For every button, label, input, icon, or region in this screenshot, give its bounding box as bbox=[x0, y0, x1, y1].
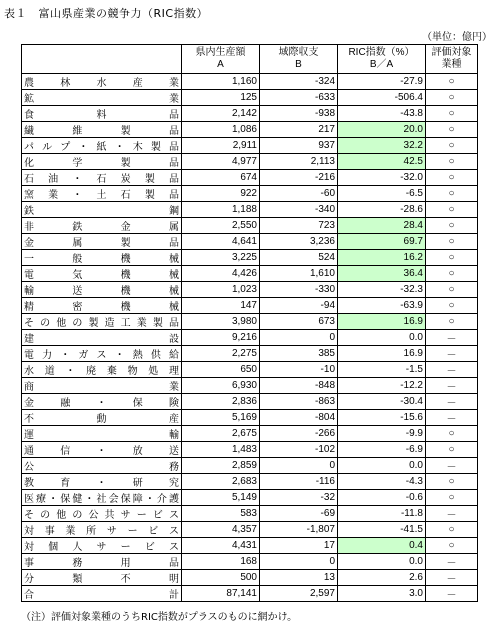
ric-value: -9.9 bbox=[338, 426, 426, 442]
eval-mark: ○ bbox=[426, 186, 478, 202]
balance-value: -69 bbox=[260, 506, 338, 522]
industry-name: 化学製品 bbox=[22, 154, 182, 170]
industry-name: 建設 bbox=[22, 330, 182, 346]
eval-mark: ○ bbox=[426, 234, 478, 250]
eval-mark: ○ bbox=[426, 474, 478, 490]
eval-mark: ○ bbox=[426, 266, 478, 282]
table-row bbox=[22, 314, 478, 330]
production-value: 1,160 bbox=[182, 74, 260, 90]
balance-value: -804 bbox=[260, 410, 338, 426]
production-value: 168 bbox=[182, 554, 260, 570]
production-value: 4,426 bbox=[182, 266, 260, 282]
balance-value: -10 bbox=[260, 362, 338, 378]
ric-value: 36.4 bbox=[338, 266, 426, 282]
eval-mark: － bbox=[426, 378, 478, 394]
table-row bbox=[22, 394, 478, 410]
industry-name: 教育・研究 bbox=[22, 474, 182, 490]
eval-mark: ○ bbox=[426, 170, 478, 186]
industry-name: 鉱業 bbox=[22, 90, 182, 106]
production-value: 500 bbox=[182, 570, 260, 586]
eval-mark: － bbox=[426, 570, 478, 586]
balance-value: -116 bbox=[260, 474, 338, 490]
production-value: 4,641 bbox=[182, 234, 260, 250]
ric-value: -4.3 bbox=[338, 474, 426, 490]
eval-mark: ○ bbox=[426, 106, 478, 122]
balance-value: -216 bbox=[260, 170, 338, 186]
industry-name: 鉄鋼 bbox=[22, 202, 182, 218]
table-row bbox=[22, 538, 478, 554]
balance-value: 13 bbox=[260, 570, 338, 586]
balance-value: 0 bbox=[260, 554, 338, 570]
production-value: 2,859 bbox=[182, 458, 260, 474]
production-value: 3,225 bbox=[182, 250, 260, 266]
balance-value: -324 bbox=[260, 74, 338, 90]
production-value: 2,275 bbox=[182, 346, 260, 362]
ric-value: 16.9 bbox=[338, 346, 426, 362]
balance-value: 1,610 bbox=[260, 266, 338, 282]
ric-value: 42.5 bbox=[338, 154, 426, 170]
eval-mark: － bbox=[426, 554, 478, 570]
eval-mark: － bbox=[426, 394, 478, 410]
header-eval: 評価対象 業種 bbox=[426, 45, 478, 74]
eval-mark: ○ bbox=[426, 426, 478, 442]
table-row bbox=[22, 362, 478, 378]
industry-name: 金融・保険 bbox=[22, 394, 182, 410]
ric-value: -41.5 bbox=[338, 522, 426, 538]
table-row bbox=[22, 170, 478, 186]
production-value: 1,023 bbox=[182, 282, 260, 298]
table-row bbox=[22, 442, 478, 458]
eval-mark: － bbox=[426, 586, 478, 602]
eval-mark: ○ bbox=[426, 282, 478, 298]
table-row bbox=[22, 586, 478, 602]
industry-name: 合計 bbox=[22, 586, 182, 602]
table-row bbox=[22, 426, 478, 442]
industry-name: 繊維製品 bbox=[22, 122, 182, 138]
production-value: 6,930 bbox=[182, 378, 260, 394]
production-value: 2,683 bbox=[182, 474, 260, 490]
production-value: 3,980 bbox=[182, 314, 260, 330]
table-row bbox=[22, 74, 478, 90]
balance-value: 3,236 bbox=[260, 234, 338, 250]
balance-value: 0 bbox=[260, 458, 338, 474]
balance-value: -32 bbox=[260, 490, 338, 506]
balance-value: 2,597 bbox=[260, 586, 338, 602]
eval-mark: ○ bbox=[426, 90, 478, 106]
ric-value: -11.8 bbox=[338, 506, 426, 522]
table-row bbox=[22, 570, 478, 586]
ric-value: -43.8 bbox=[338, 106, 426, 122]
balance-value: -60 bbox=[260, 186, 338, 202]
table-row bbox=[22, 250, 478, 266]
balance-value: 385 bbox=[260, 346, 338, 362]
balance-value: -863 bbox=[260, 394, 338, 410]
ric-value: -6.9 bbox=[338, 442, 426, 458]
eval-mark: － bbox=[426, 362, 478, 378]
production-value: 9,216 bbox=[182, 330, 260, 346]
production-value: 1,086 bbox=[182, 122, 260, 138]
balance-value: -94 bbox=[260, 298, 338, 314]
production-value: 5,169 bbox=[182, 410, 260, 426]
table-row bbox=[22, 282, 478, 298]
table-row bbox=[22, 106, 478, 122]
industry-name: 医療・保健・社会保障・介護 bbox=[22, 490, 182, 506]
eval-mark: － bbox=[426, 330, 478, 346]
eval-mark: ○ bbox=[426, 442, 478, 458]
header-row bbox=[22, 45, 478, 74]
balance-value: -340 bbox=[260, 202, 338, 218]
balance-value: -102 bbox=[260, 442, 338, 458]
table-row bbox=[22, 522, 478, 538]
ric-value: -12.2 bbox=[338, 378, 426, 394]
ric-value: -15.6 bbox=[338, 410, 426, 426]
ric-value: -28.6 bbox=[338, 202, 426, 218]
industry-name: 石油・石炭製品 bbox=[22, 170, 182, 186]
eval-mark: － bbox=[426, 506, 478, 522]
balance-value: -938 bbox=[260, 106, 338, 122]
ric-value: 32.2 bbox=[338, 138, 426, 154]
ric-value: 69.7 bbox=[338, 234, 426, 250]
balance-value: -633 bbox=[260, 90, 338, 106]
ric-value: 0.0 bbox=[338, 554, 426, 570]
eval-mark: ○ bbox=[426, 138, 478, 154]
table-row bbox=[22, 474, 478, 490]
industry-name: 電力・ガス・熱供給 bbox=[22, 346, 182, 362]
ric-value: 0.4 bbox=[338, 538, 426, 554]
ric-table bbox=[21, 44, 478, 602]
header-industry bbox=[22, 45, 182, 74]
industry-name: 商業 bbox=[22, 378, 182, 394]
table-row bbox=[22, 90, 478, 106]
industry-name: 対事業所サービス bbox=[22, 522, 182, 538]
balance-value: -1,807 bbox=[260, 522, 338, 538]
eval-mark: ○ bbox=[426, 522, 478, 538]
ric-value: -27.9 bbox=[338, 74, 426, 90]
table-row bbox=[22, 266, 478, 282]
industry-name: 不動産 bbox=[22, 410, 182, 426]
table-row bbox=[22, 410, 478, 426]
table-row bbox=[22, 234, 478, 250]
production-value: 87,141 bbox=[182, 586, 260, 602]
eval-mark: ○ bbox=[426, 154, 478, 170]
balance-value: -330 bbox=[260, 282, 338, 298]
ric-value: -32.0 bbox=[338, 170, 426, 186]
industry-name: 水道・廃棄物処理 bbox=[22, 362, 182, 378]
production-value: 1,188 bbox=[182, 202, 260, 218]
table-row bbox=[22, 458, 478, 474]
balance-value: 673 bbox=[260, 314, 338, 330]
eval-mark: ○ bbox=[426, 250, 478, 266]
production-value: 5,149 bbox=[182, 490, 260, 506]
balance-value: 937 bbox=[260, 138, 338, 154]
eval-mark: ○ bbox=[426, 202, 478, 218]
ric-value: 2.6 bbox=[338, 570, 426, 586]
production-value: 147 bbox=[182, 298, 260, 314]
table-row bbox=[22, 330, 478, 346]
industry-name: 一般機械 bbox=[22, 250, 182, 266]
industry-name: パルプ・紙・木製品 bbox=[22, 138, 182, 154]
ric-value: 0.0 bbox=[338, 458, 426, 474]
industry-name: 分類不明 bbox=[22, 570, 182, 586]
industry-name: その他の製造工業製品 bbox=[22, 314, 182, 330]
table-row bbox=[22, 378, 478, 394]
eval-mark: ○ bbox=[426, 538, 478, 554]
industry-name: 運輸 bbox=[22, 426, 182, 442]
industry-name: 公務 bbox=[22, 458, 182, 474]
ric-value: 16.2 bbox=[338, 250, 426, 266]
production-value: 2,675 bbox=[182, 426, 260, 442]
industry-name: 精密機械 bbox=[22, 298, 182, 314]
table-row bbox=[22, 554, 478, 570]
production-value: 583 bbox=[182, 506, 260, 522]
industry-name: 事務用品 bbox=[22, 554, 182, 570]
production-value: 4,977 bbox=[182, 154, 260, 170]
ric-value: -506.4 bbox=[338, 90, 426, 106]
production-value: 922 bbox=[182, 186, 260, 202]
balance-value: 0 bbox=[260, 330, 338, 346]
production-value: 2,550 bbox=[182, 218, 260, 234]
ric-value: 3.0 bbox=[338, 586, 426, 602]
industry-name: 電気機械 bbox=[22, 266, 182, 282]
table-row bbox=[22, 202, 478, 218]
production-value: 674 bbox=[182, 170, 260, 186]
table-row bbox=[22, 186, 478, 202]
production-value: 4,357 bbox=[182, 522, 260, 538]
production-value: 1,483 bbox=[182, 442, 260, 458]
eval-mark: － bbox=[426, 410, 478, 426]
industry-name: 食料品 bbox=[22, 106, 182, 122]
eval-mark: ○ bbox=[426, 298, 478, 314]
ric-value: -32.3 bbox=[338, 282, 426, 298]
table-row bbox=[22, 154, 478, 170]
table-title: 表１ 富山県産業の競争力（RIC指数） bbox=[4, 7, 209, 20]
industry-name: 対個人サービス bbox=[22, 538, 182, 554]
ric-value: 16.9 bbox=[338, 314, 426, 330]
industry-name: 金属製品 bbox=[22, 234, 182, 250]
header-balance: 域際収支 B bbox=[260, 45, 338, 74]
ric-value: -30.4 bbox=[338, 394, 426, 410]
table-row bbox=[22, 298, 478, 314]
industry-name: 通信・放送 bbox=[22, 442, 182, 458]
eval-mark: ○ bbox=[426, 74, 478, 90]
ric-value: -6.5 bbox=[338, 186, 426, 202]
industry-name: 農林水産業 bbox=[22, 74, 182, 90]
ric-value: 20.0 bbox=[338, 122, 426, 138]
production-value: 650 bbox=[182, 362, 260, 378]
eval-mark: ○ bbox=[426, 122, 478, 138]
header-ric: RIC指数（%） B／A bbox=[338, 45, 426, 74]
table-row bbox=[22, 218, 478, 234]
unit-label: （単位：億円） bbox=[422, 32, 492, 43]
production-value: 2,836 bbox=[182, 394, 260, 410]
balance-value: -266 bbox=[260, 426, 338, 442]
ric-value: -0.6 bbox=[338, 490, 426, 506]
balance-value: 524 bbox=[260, 250, 338, 266]
eval-mark: ○ bbox=[426, 490, 478, 506]
eval-mark: ○ bbox=[426, 314, 478, 330]
production-value: 125 bbox=[182, 90, 260, 106]
table-row bbox=[22, 122, 478, 138]
header-production: 県内生産額 A bbox=[182, 45, 260, 74]
eval-mark: － bbox=[426, 346, 478, 362]
eval-mark: ○ bbox=[426, 218, 478, 234]
table-row bbox=[22, 346, 478, 362]
industry-name: 非鉄金属 bbox=[22, 218, 182, 234]
industry-name: 輸送機械 bbox=[22, 282, 182, 298]
ric-value: 28.4 bbox=[338, 218, 426, 234]
industry-name: 窯業・土石製品 bbox=[22, 186, 182, 202]
balance-value: -848 bbox=[260, 378, 338, 394]
ric-value: -63.9 bbox=[338, 298, 426, 314]
table-row bbox=[22, 506, 478, 522]
balance-value: 217 bbox=[260, 122, 338, 138]
footnote: （注）評価対象業種のうちRIC指数がプラスのものに網かけ。 bbox=[21, 612, 298, 623]
balance-value: 2,113 bbox=[260, 154, 338, 170]
production-value: 2,142 bbox=[182, 106, 260, 122]
ric-value: -1.5 bbox=[338, 362, 426, 378]
production-value: 2,911 bbox=[182, 138, 260, 154]
eval-mark: － bbox=[426, 458, 478, 474]
table-row bbox=[22, 138, 478, 154]
industry-name: その他の公共サービス bbox=[22, 506, 182, 522]
ric-value: 0.0 bbox=[338, 330, 426, 346]
balance-value: 723 bbox=[260, 218, 338, 234]
table-body bbox=[22, 74, 478, 602]
production-value: 4,431 bbox=[182, 538, 260, 554]
table-row bbox=[22, 490, 478, 506]
balance-value: 17 bbox=[260, 538, 338, 554]
